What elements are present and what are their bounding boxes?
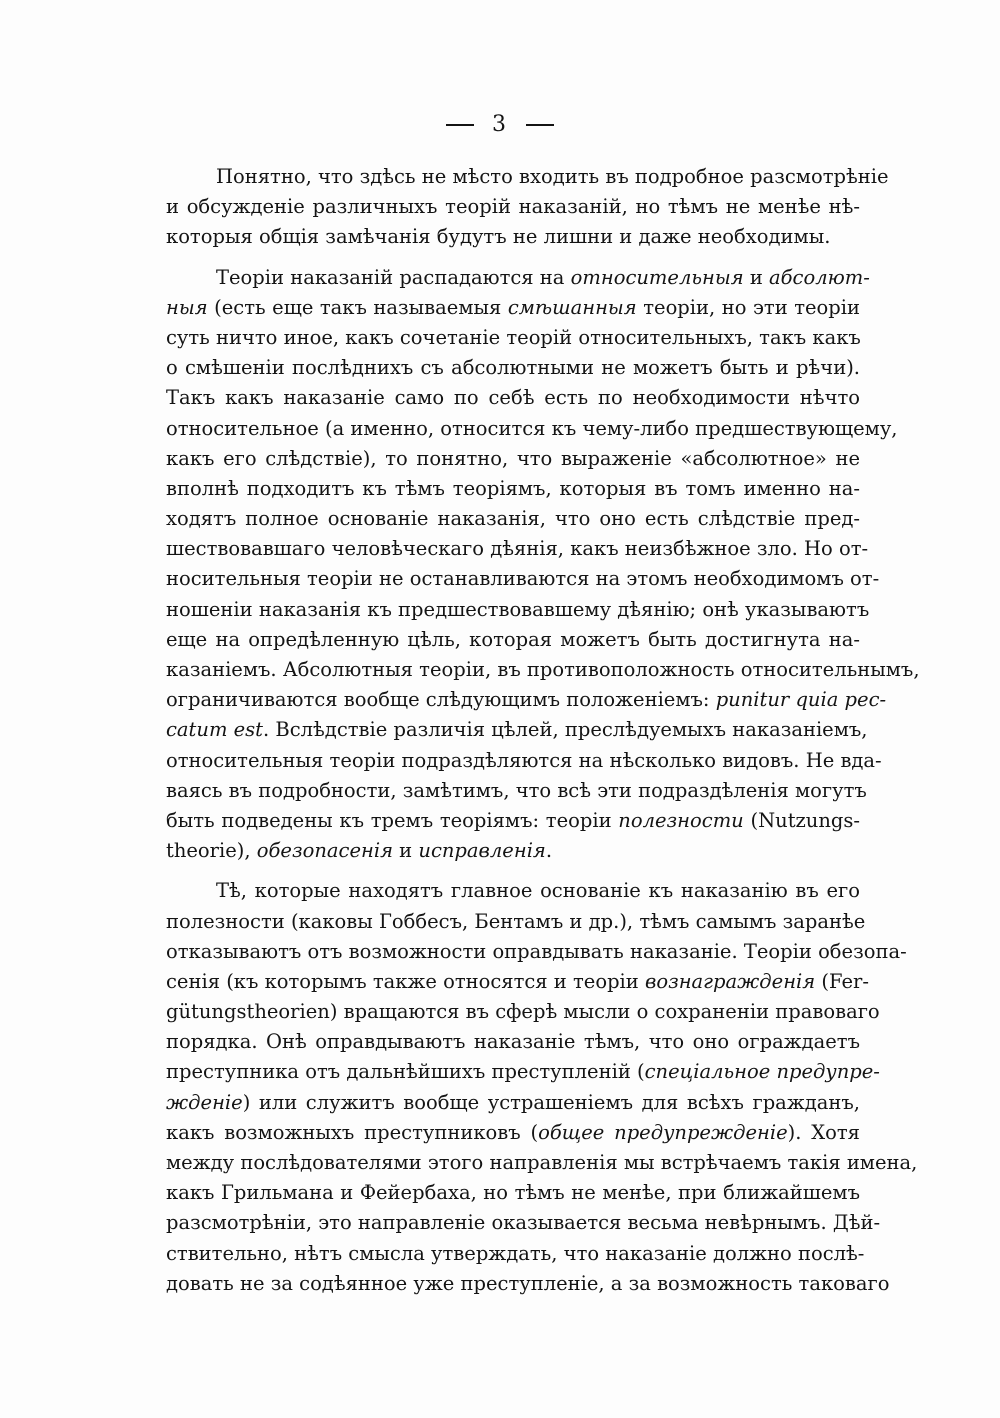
text-line bbox=[166, 414, 898, 444]
paragraph bbox=[166, 263, 920, 867]
text-line bbox=[166, 967, 869, 997]
page-number-header bbox=[0, 112, 1000, 137]
text-line bbox=[166, 625, 860, 655]
text-line bbox=[166, 806, 860, 836]
text-line bbox=[166, 1088, 860, 1118]
text-line bbox=[166, 323, 860, 353]
text-run: Теоріи наказаній распадаются на bbox=[216, 265, 571, 289]
text-run: какъ Грильмана и Фейербаха, но тѣмъ не менѣе, при ближайшемъ bbox=[166, 1181, 860, 1205]
text-run: theorie), bbox=[166, 839, 257, 863]
italic-term: полезности bbox=[618, 808, 744, 832]
text-line bbox=[166, 222, 860, 252]
text-line bbox=[166, 444, 860, 474]
text-line bbox=[166, 1027, 860, 1057]
text-line bbox=[166, 685, 887, 715]
text-line bbox=[166, 534, 869, 564]
text-line bbox=[166, 1148, 918, 1178]
italic-term: относительныя bbox=[570, 265, 744, 289]
text-line bbox=[166, 1269, 890, 1299]
left-dash bbox=[446, 124, 474, 126]
text-line bbox=[166, 746, 882, 776]
text-run: какъ возможныхъ преступниковъ ( bbox=[166, 1120, 539, 1144]
text-run: быть подведены къ тремъ теоріямъ: теоріи bbox=[166, 808, 619, 832]
text-run: . Вслѣдствіе различія цѣлей, преслѣдуемыхъ наказаніемъ, bbox=[263, 718, 868, 742]
text-line bbox=[166, 715, 868, 745]
text-line bbox=[166, 1057, 880, 1087]
text-run: между послѣдователями этого направленія мы встрѣчаемъ такія имена, bbox=[166, 1151, 918, 1174]
italic-term: смѣшанныя bbox=[507, 295, 637, 319]
text-run: преступника отъ дальнѣйшихъ преступленій ( bbox=[166, 1060, 645, 1084]
text-line bbox=[166, 162, 889, 192]
text-line bbox=[166, 595, 870, 625]
text-run: полезности (каковы Гоббесъ, Бентамъ и др.), тѣмъ самымъ заранѣе bbox=[166, 909, 866, 933]
text-line bbox=[166, 383, 860, 413]
italic-term: абсолют- bbox=[769, 265, 870, 289]
italic-term: исправленія bbox=[418, 839, 546, 863]
italic-term: вознагражденія bbox=[644, 969, 816, 993]
text-run: какъ его слѣдствіе), то понятно, что выраженіе «абсолютное» не bbox=[166, 446, 860, 470]
text-run: теоріи, но эти теоріи bbox=[636, 295, 860, 319]
italic-term: общее предупрежденіе bbox=[538, 1120, 788, 1144]
text-run: и bbox=[392, 839, 419, 863]
text-run: отказываютъ отъ возможности оправдывать наказаніе. Теоріи обезопа- bbox=[166, 939, 907, 963]
text-run: которыя общія замѣчанія будутъ не лишни и даже необходимы. bbox=[166, 225, 831, 249]
text-line bbox=[166, 474, 860, 504]
text-run: о смѣшеніи послѣднихъ съ абсолютными не можетъ быть и рѣчи). bbox=[166, 356, 860, 380]
text-run: вполнѣ подходитъ къ тѣмъ теоріямъ, которыя въ томъ именно на- bbox=[166, 476, 860, 500]
text-line bbox=[166, 655, 920, 685]
text-line bbox=[166, 263, 870, 293]
text-run: (есть еще такъ называемыя bbox=[207, 295, 508, 319]
text-run: сенія (къ которымъ также относятся и теоріи bbox=[166, 969, 645, 993]
paragraph-gap bbox=[166, 253, 860, 263]
text-run: ствительно, нѣтъ смысла утверждать, что наказаніе должно послѣ- bbox=[166, 1241, 865, 1265]
text-run: суть ничто иное, какъ сочетаніе теорій относительныхъ, такъ какъ bbox=[166, 325, 861, 349]
paragraph-gap bbox=[166, 866, 860, 876]
text-run: и обсужденіе различныхъ теорій наказаній, но тѣмъ не менѣе нѣ- bbox=[166, 195, 860, 219]
text-line bbox=[166, 1178, 860, 1208]
page-number: 3 bbox=[492, 112, 508, 137]
italic-term: жденіе bbox=[166, 1090, 243, 1114]
text-line bbox=[166, 504, 860, 534]
text-run: gütungstheorien) вращаются въ сферѣ мысли о сохраненіи правоваго bbox=[166, 1000, 880, 1024]
text-run: порядка. Онѣ оправдываютъ наказаніе тѣмъ, что оно ограждаетъ bbox=[166, 1030, 860, 1054]
text-run: (Nutzungs- bbox=[743, 808, 861, 832]
text-line bbox=[166, 1208, 881, 1238]
text-line bbox=[166, 937, 907, 967]
text-run: ношеніи наказанія къ предшествовавшему дѣянію; онѣ указываютъ bbox=[166, 597, 870, 621]
body-text bbox=[166, 162, 920, 1299]
text-line bbox=[166, 836, 860, 866]
text-line bbox=[166, 192, 860, 222]
text-run: довать не за содѣянное уже преступленіе, а за возможность таковаго bbox=[166, 1271, 890, 1295]
text-run: еще на опредѣленную цѣль, которая можетъ быть достигнута на- bbox=[166, 627, 860, 651]
text-run: Тѣ, которые находятъ главное основаніе къ наказанію въ его bbox=[216, 879, 860, 903]
text-line bbox=[166, 353, 860, 383]
italic-term: спеціальное предупре- bbox=[644, 1060, 880, 1084]
text-run: ) или служитъ вообще устрашеніемъ для всѣхъ гражданъ, bbox=[242, 1090, 860, 1114]
italic-term: ныя bbox=[166, 295, 208, 319]
text-line bbox=[166, 876, 860, 906]
text-line bbox=[166, 293, 860, 323]
italic-term: обезопасенія bbox=[256, 839, 393, 863]
text-run: ваясь въ подробности, замѣтимъ, что всѣ эти подраздѣленія могутъ bbox=[166, 778, 867, 802]
italic-term: catum est bbox=[166, 718, 264, 742]
text-line bbox=[166, 907, 866, 937]
text-run: ограничиваются вообще слѣдующимъ положеніемъ: bbox=[166, 688, 716, 712]
text-line bbox=[166, 997, 880, 1027]
paragraph bbox=[166, 162, 889, 253]
paragraph bbox=[166, 876, 918, 1299]
text-run: носительныя теоріи не останавливаются на этомъ необходимомъ от- bbox=[166, 567, 880, 591]
text-run: казаніемъ. Абсолютныя теоріи, въ противоположность относительнымъ, bbox=[166, 658, 920, 681]
text-run: относительное (а именно, относится къ чему-либо предшествующему, bbox=[166, 416, 898, 440]
text-run: и bbox=[743, 265, 770, 289]
text-line bbox=[166, 1239, 865, 1269]
text-run: шествовавшаго человѣческаго дѣянія, какъ неизбѣжное зло. Но от- bbox=[166, 537, 869, 561]
text-line bbox=[166, 564, 880, 594]
right-dash bbox=[526, 124, 554, 126]
text-run: (Fer- bbox=[815, 969, 869, 993]
text-run: относительныя теоріи подраздѣляются на нѣсколько видовъ. Не вда- bbox=[166, 748, 882, 772]
text-run: разсмотрѣніи, это направленіе оказывается весьма невѣрнымъ. Дѣй- bbox=[166, 1211, 881, 1235]
italic-term: punitur quia pec- bbox=[715, 688, 887, 712]
text-run: Понятно, что здѣсь не мѣсто входить въ подробное разсмотрѣніе bbox=[216, 165, 889, 188]
text-run: ). Хотя bbox=[787, 1120, 860, 1144]
text-run: . bbox=[545, 839, 553, 863]
text-line bbox=[166, 1118, 860, 1148]
text-run: ходятъ полное основаніе наказанія, что оно есть слѣдствіе пред- bbox=[166, 507, 860, 531]
text-run: Такъ какъ наказаніе само по себѣ есть по необходимости нѣчто bbox=[166, 386, 860, 410]
text-line bbox=[166, 776, 867, 806]
